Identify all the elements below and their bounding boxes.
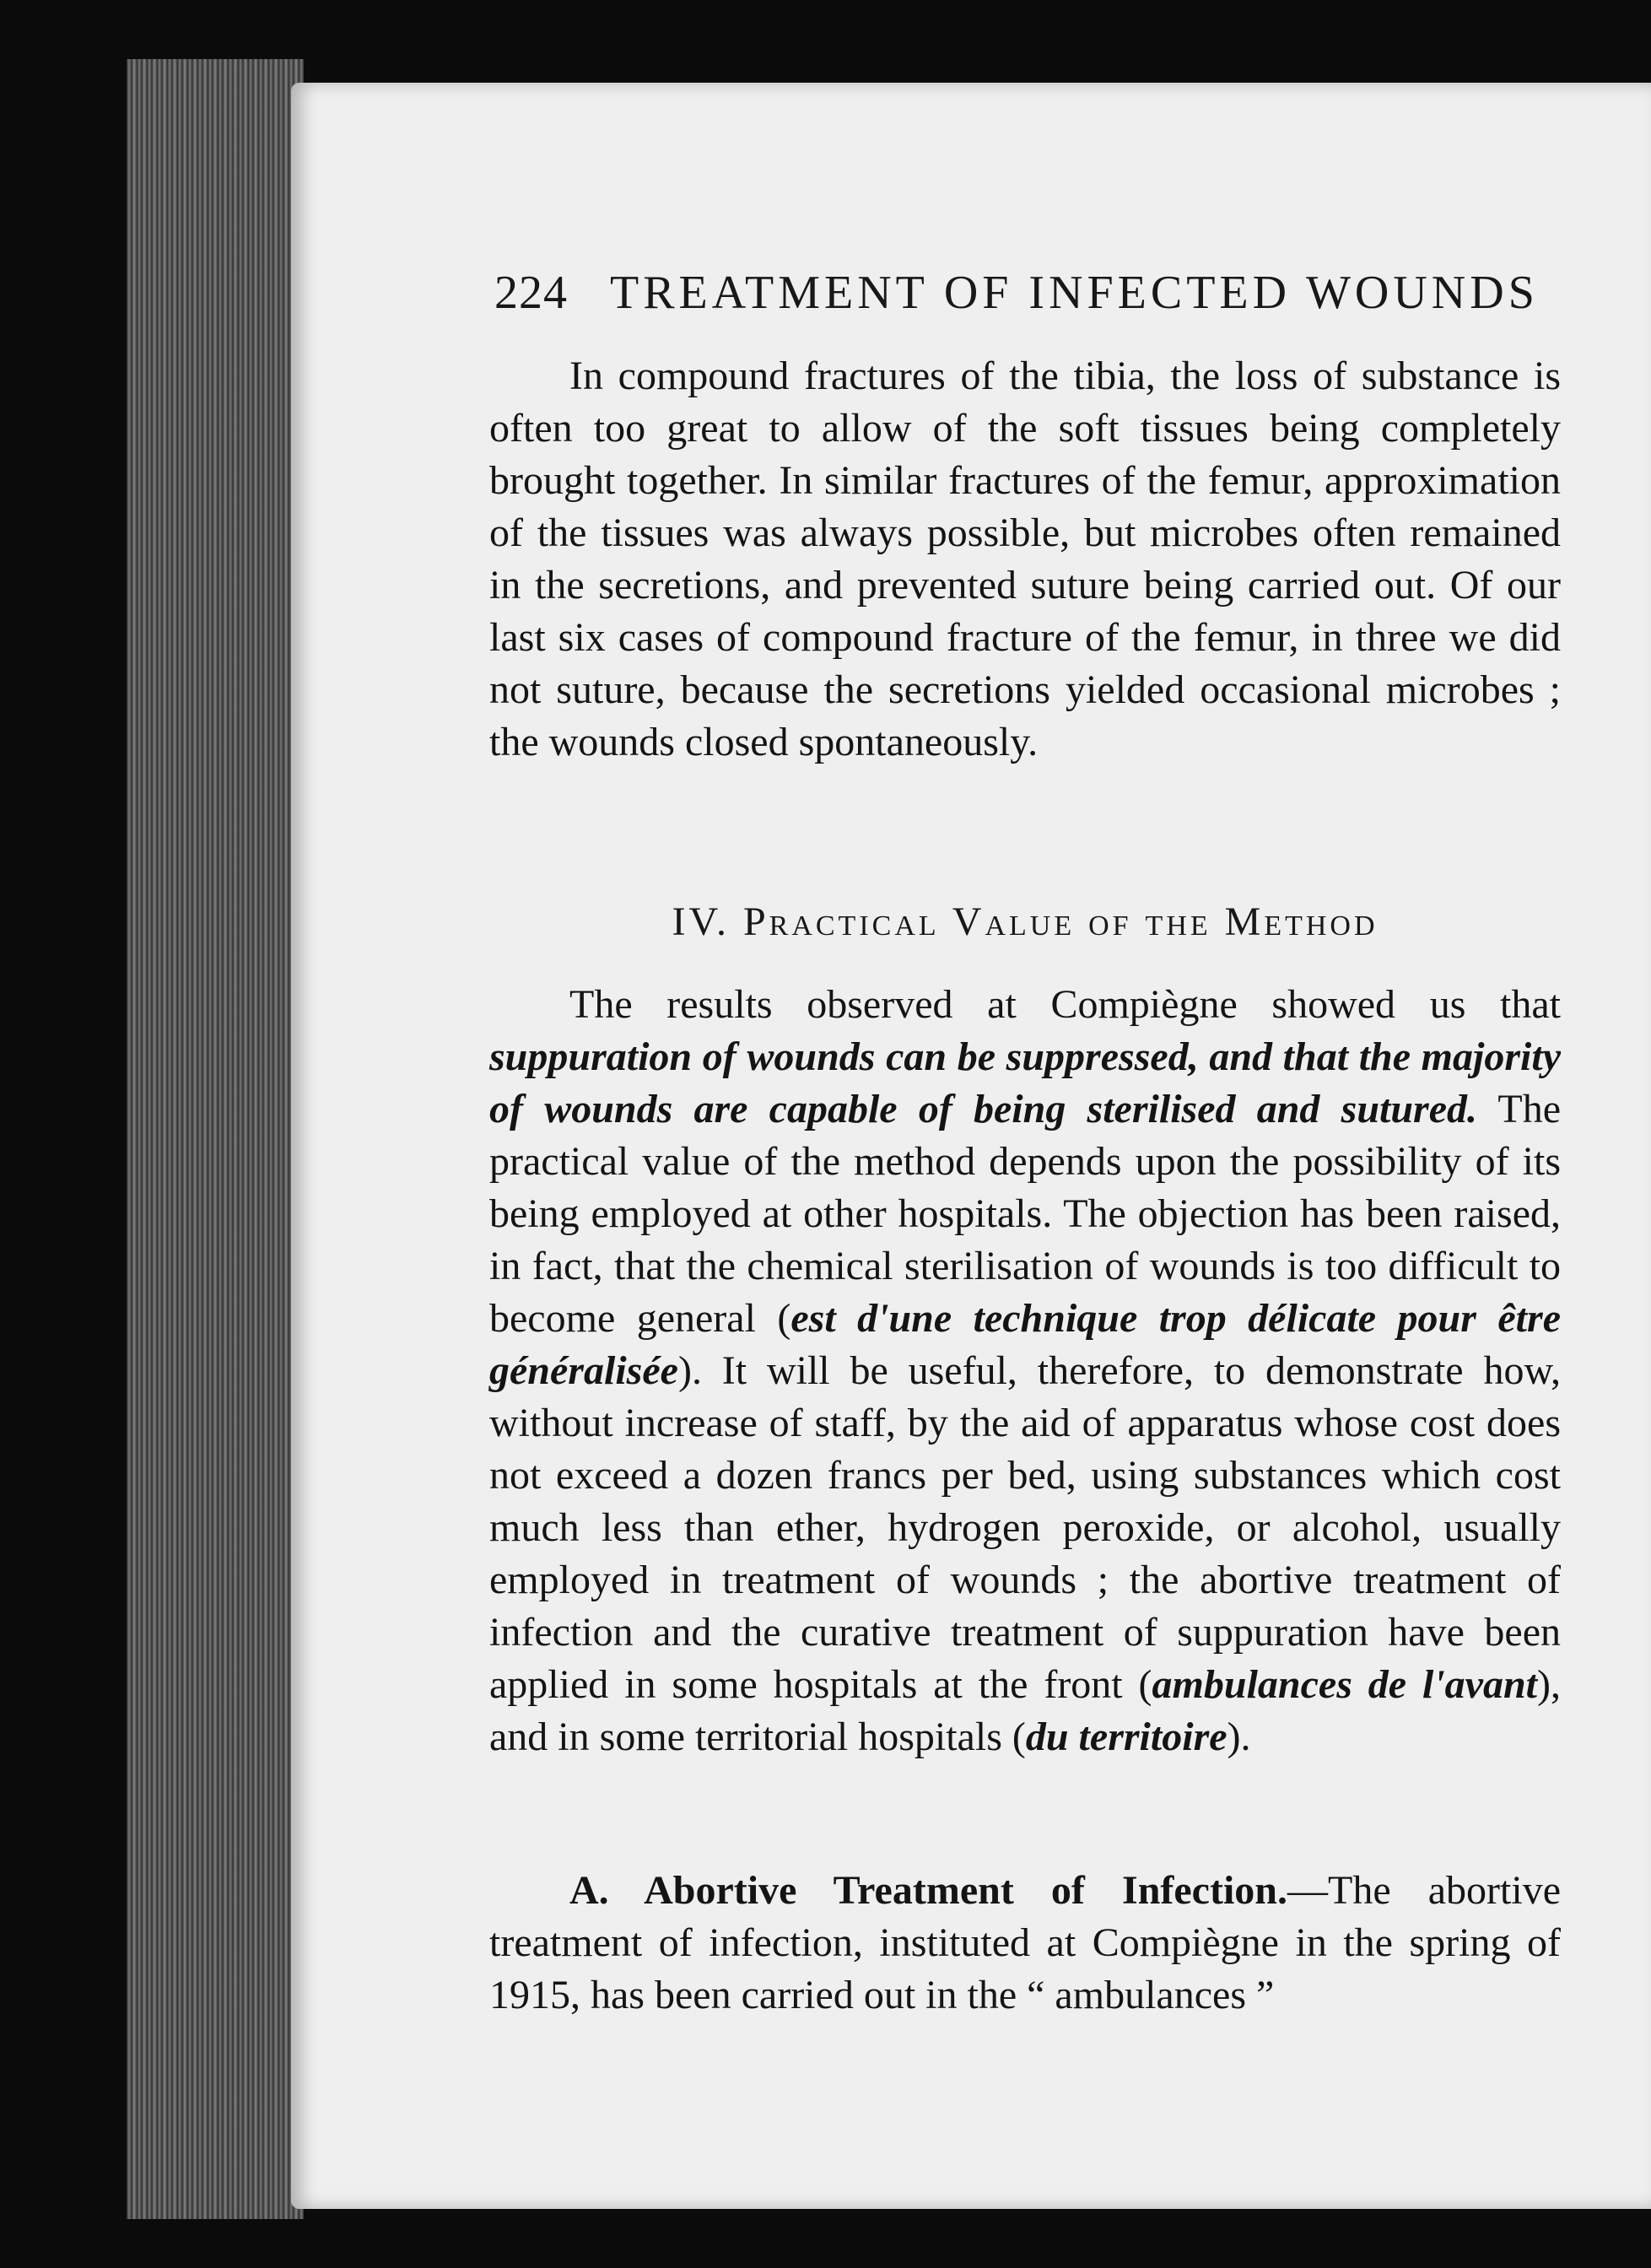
- paragraph-text: [489, 1865, 1561, 2022]
- text-run: ).: [1227, 1714, 1251, 1759]
- text-run: ), and in some territorial hospitals (: [489, 1662, 1561, 1759]
- subsection-label: A. Abortive Treatment of Infection.: [569, 1868, 1287, 1913]
- book-page-edges: [127, 59, 304, 2219]
- paragraph-text: In compound fractures of the tibia, the loss of substance is often too great to allow of the soft tissues being completely brought together. In similar fractures of the femur, approximation of the tissues was always possible, but microbes often remained in the secretions, and prevented suture being carried out. Of our last six cases of compound fracture of the femur, in three we did not suture, because the secretions yielded occasional microbes ; the wounds closed spontaneously.: [489, 354, 1561, 764]
- italic-run: du territoire: [1025, 1714, 1227, 1759]
- section-heading: IV. Practical Value of the Method: [672, 899, 1379, 944]
- paragraph-text: [489, 979, 1561, 1763]
- italic-run: ambulances de l'avant: [1152, 1662, 1538, 1707]
- paragraph-tibia-femur: [489, 350, 1561, 769]
- running-head: [494, 266, 1557, 320]
- text-run: The results observed at Compiègne showed us that: [569, 982, 1561, 1027]
- italic-run: est d'une technique trop délicate pour être généralisée: [489, 1296, 1561, 1393]
- text-run: The practical value of the method depends upon the possibility of its being employed at other hospitals. The objection has been raised, in fact, that the chemical sterilisation of wounds is too difficult to become general (: [489, 1087, 1561, 1341]
- paragraph-practical-value: [489, 979, 1561, 1763]
- paragraph-abortive-treatment: [489, 1865, 1561, 2022]
- text-run: ). It will be useful, therefore, to demonstrate how, without increase of staff, by the aid of apparatus whose cost does not exceed a dozen francs per bed, using substances which cost much less than ether, hydrogen peroxide, or alcohol, usually employed in treatment of wounds ; the abortive treatment of infection and the curative treatment of suppuration have been applied in some hospitals at the front (: [489, 1348, 1561, 1707]
- page-number: 224: [494, 267, 568, 319]
- text-run: —The abortive treatment of infection, instituted at Compiègne in the spring of 1915, has been carried out in the “ ambulances ”: [489, 1868, 1561, 2017]
- italic-run: suppuration of wounds can be suppressed, and that the majority of wounds are capable of being sterilised and sutured.: [489, 1034, 1561, 1131]
- running-title: TREATMENT OF INFECTED WOUNDS: [610, 267, 1539, 319]
